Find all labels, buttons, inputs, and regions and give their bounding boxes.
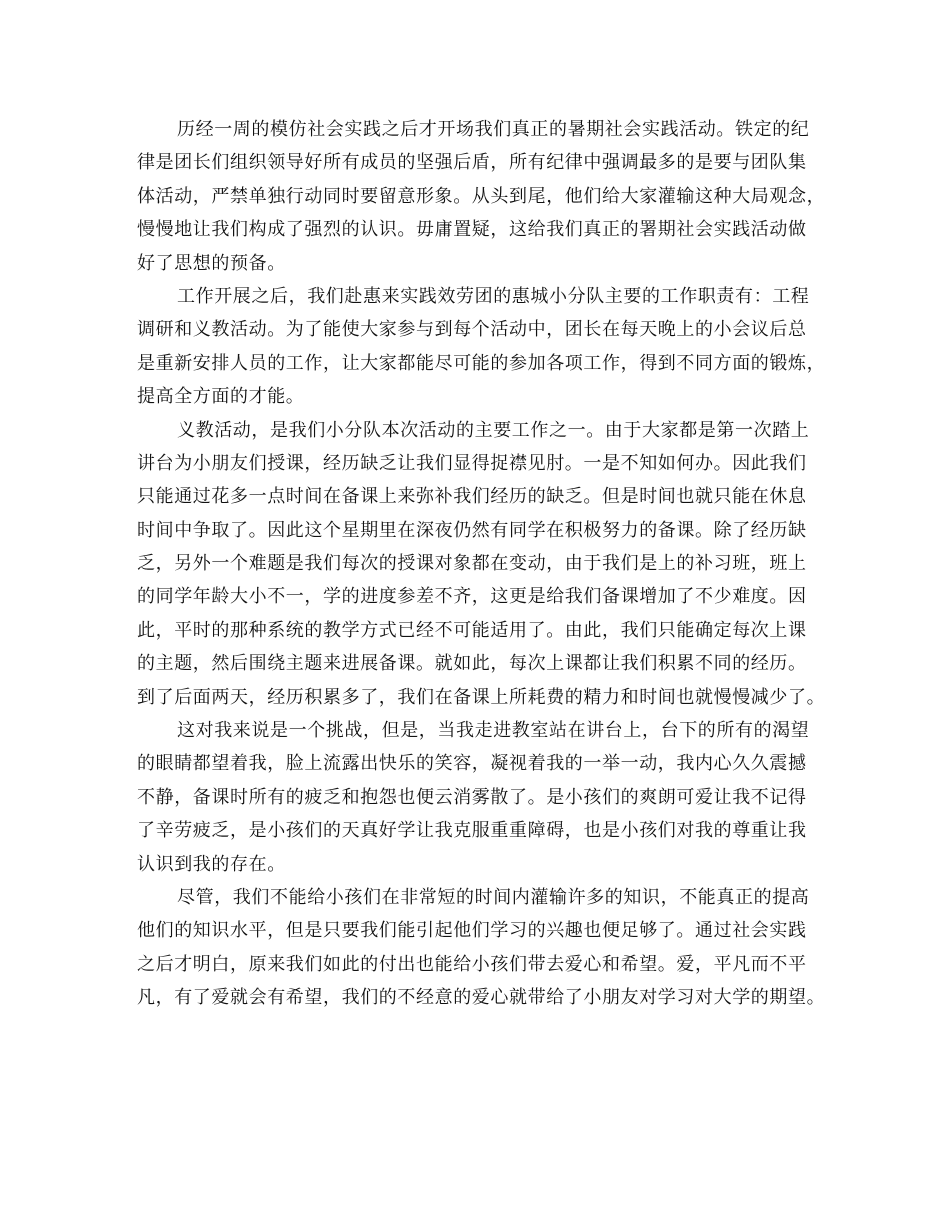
- paragraph-2: [137, 280, 825, 414]
- paragraph-4: [137, 714, 825, 881]
- paragraph-line: 提高全方面的才能。: [137, 386, 305, 408]
- paragraph-line: 体活动，严禁单独行动同时要留意形象。从头到尾，他们给大家灌输这种大局观念，: [137, 185, 826, 207]
- paragraph-line: 不静，备课时所有的疲乏和抱怨也便云消雾散了。是小孩们的爽朗可爱让我不记得: [137, 786, 807, 808]
- paragraph-line: 义教活动，是我们小分队本次活动的主要工作之一。由于大家都是第一次踏上: [177, 419, 810, 441]
- paragraph-line: 认识到我的存在。: [137, 853, 286, 875]
- paragraph-line: 的眼睛都望着我，脸上流露出快乐的笑容，凝视着我的一举一动，我内心久久震撼: [137, 753, 807, 775]
- paragraph-line: 工作开展之后，我们赴惠来实践效劳团的惠城小分队主要的工作职责有：工程: [177, 285, 810, 307]
- paragraph-3: [137, 414, 825, 715]
- paragraph-line: 尽管，我们不能给小孩们在非常短的时间内灌输许多的知识，不能真正的提高: [177, 886, 810, 908]
- paragraph-1: [137, 113, 825, 280]
- paragraph-line: 律是团长们组织领导好所有成员的坚强后盾，所有纪律中强调最多的是要与团队集: [137, 152, 807, 174]
- paragraph-line: 这对我来说是一个挑战，但是，当我走进教室站在讲台上，台下的所有的渴望: [177, 720, 810, 742]
- document-body: [137, 113, 825, 1015]
- paragraph-line: 只能通过花多一点时间在备课上来弥补我们经历的缺乏。但是时间也就只能在休息: [137, 486, 807, 508]
- paragraph-5: [137, 881, 825, 1015]
- paragraph-line: 乏，另外一个难题是我们每次的授课对象都在变动，由于我们是上的补习班，班上: [137, 553, 807, 575]
- paragraph-line: 时间中争取了。因此这个星期里在深夜仍然有同学在积极努力的备课。除了经历缺: [137, 519, 807, 541]
- paragraph-line: 之后才明白，原来我们如此的付出也能给小孩们带去爱心和希望。爱，平凡而不平: [137, 953, 807, 975]
- paragraph-line: 他们的知识水平，但是只要我们能引起他们学习的兴趣也便足够了。通过社会实践: [137, 920, 807, 942]
- paragraph-line: 到了后面两天，经历积累多了，我们在备课上所耗费的精力和时间也就慢慢减少了。: [137, 686, 826, 708]
- paragraph-line: 凡，有了爱就会有希望，我们的不经意的爱心就带给了小朋友对学习对大学的期望。: [137, 987, 826, 1009]
- paragraph-line: 了辛劳疲乏，是小孩们的天真好学让我克服重重障碍，也是小孩们对我的尊重让我: [137, 820, 807, 842]
- paragraph-line: 调研和义教活动。为了能使大家参与到每个活动中，团长在每天晚上的小会议后总: [137, 319, 807, 341]
- paragraph-line: 的同学年龄大小不一，学的进度参差不齐，这更是给我们备课增加了不少难度。因: [137, 586, 807, 608]
- paragraph-line: 是重新安排人员的工作，让大家都能尽可能的参加各项工作，得到不同方面的锻炼，: [137, 352, 826, 374]
- paragraph-line: 好了思想的预备。: [137, 252, 286, 274]
- paragraph-line: 讲台为小朋友们授课，经历缺乏让我们显得捉襟见肘。一是不知如何办。因此我们: [137, 452, 807, 474]
- paragraph-line: 此，平时的那种系统的教学方式已经不可能适用了。由此，我们只能确定每次上课: [137, 619, 807, 641]
- paragraph-line: 的主题，然后围绕主题来进展备课。就如此，每次上课都让我们积累不同的经历。: [137, 653, 807, 675]
- paragraph-line: 慢慢地让我们构成了强烈的认识。毋庸置疑，这给我们真正的署期社会实践活动做: [137, 219, 807, 241]
- paragraph-line: 历经一周的模仿社会实践之后才开场我们真正的暑期社会实践活动。铁定的纪: [177, 119, 810, 140]
